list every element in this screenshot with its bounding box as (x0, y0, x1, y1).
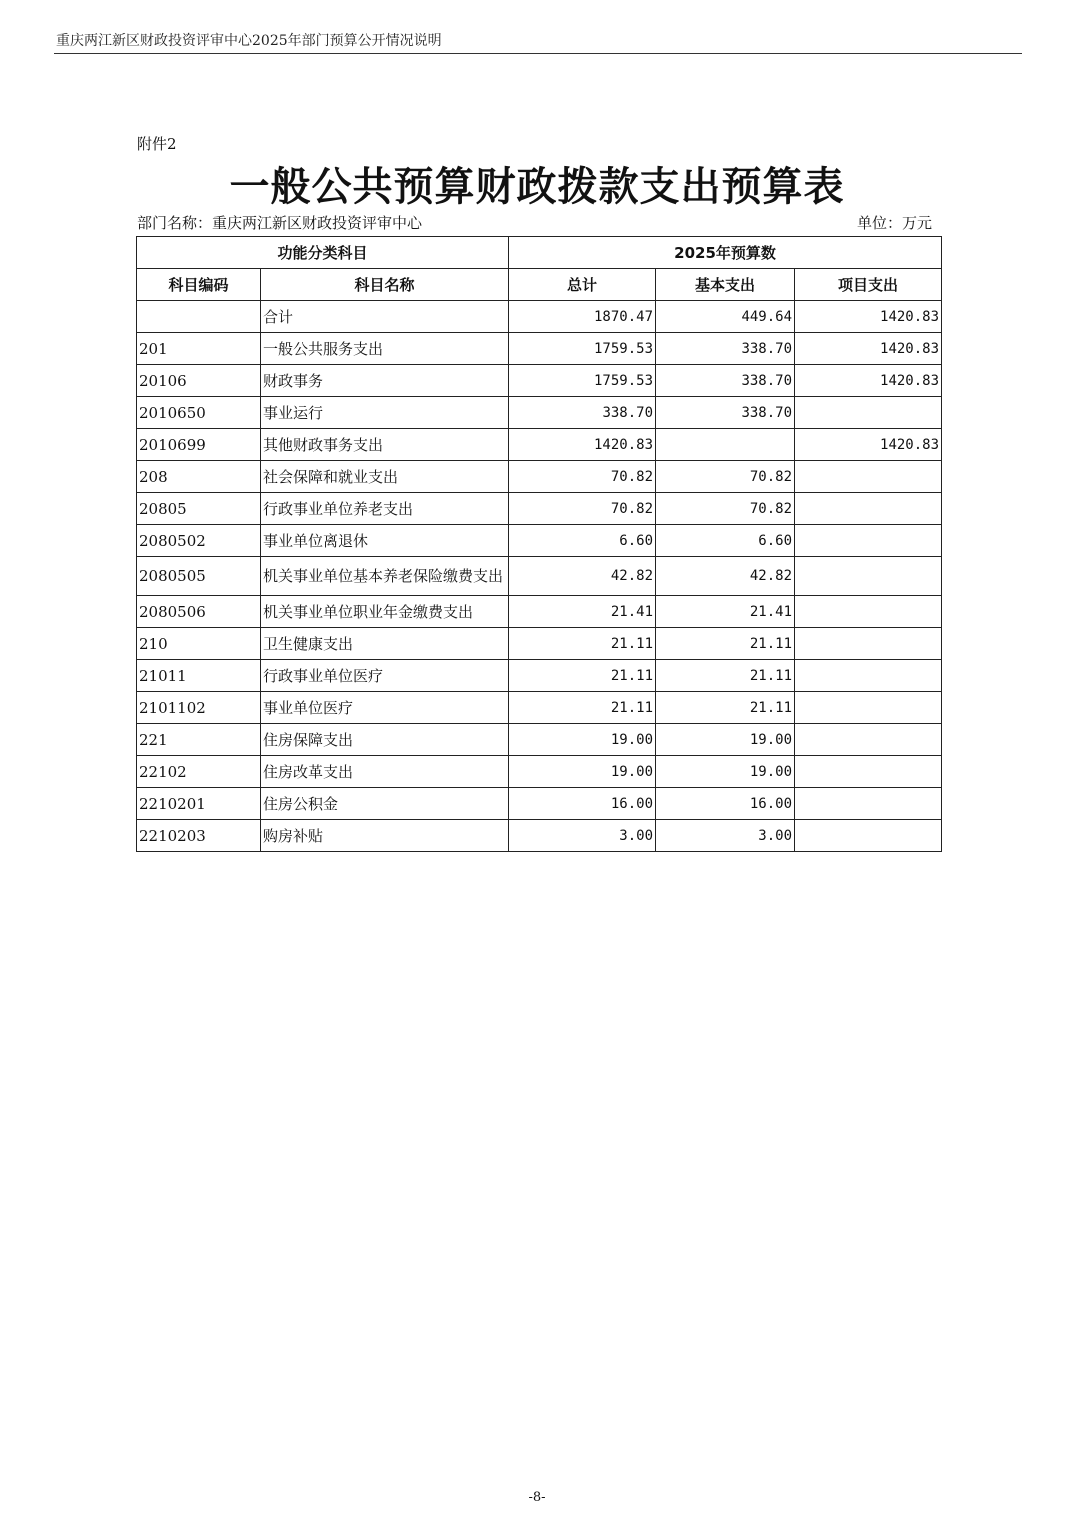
cell-basic: 6.60 (656, 525, 795, 557)
table-row (137, 333, 942, 365)
cell-project (795, 461, 942, 493)
column-header-row (137, 269, 942, 301)
cell-code (137, 301, 261, 333)
cell-basic: 3.00 (656, 820, 795, 852)
cell-project (795, 692, 942, 724)
table-row (137, 820, 942, 852)
cell-code: 2010650 (137, 397, 261, 429)
cell-code: 2080502 (137, 525, 261, 557)
cell-basic: 70.82 (656, 493, 795, 525)
cell-code: 20805 (137, 493, 261, 525)
cell-name: 行政事业单位养老支出 (261, 493, 509, 525)
table-row (137, 756, 942, 788)
cell-total: 21.11 (509, 660, 656, 692)
table-row (137, 301, 942, 333)
cell-project (795, 557, 942, 596)
cell-total: 21.41 (509, 596, 656, 628)
cell-total: 70.82 (509, 493, 656, 525)
table-row (137, 525, 942, 557)
cell-total: 21.11 (509, 628, 656, 660)
cell-code: 2080505 (137, 557, 261, 596)
cell-code: 2210203 (137, 820, 261, 852)
cell-code: 2010699 (137, 429, 261, 461)
table-row (137, 429, 942, 461)
cell-total: 19.00 (509, 724, 656, 756)
cell-project (795, 724, 942, 756)
group-header-function: 功能分类科目 (137, 237, 509, 269)
column-header-code: 科目编码 (137, 269, 261, 301)
cell-name: 机关事业单位基本养老保险缴费支出 (261, 557, 509, 596)
cell-project (795, 596, 942, 628)
cell-code: 208 (137, 461, 261, 493)
page-number: -8- (528, 1490, 546, 1505)
cell-project: 1420.83 (795, 429, 942, 461)
table-row (137, 397, 942, 429)
cell-basic: 21.11 (656, 628, 795, 660)
attachment-label: 附件2 (137, 135, 177, 153)
cell-basic: 338.70 (656, 333, 795, 365)
cell-name: 社会保障和就业支出 (261, 461, 509, 493)
cell-total: 3.00 (509, 820, 656, 852)
cell-name: 合计 (261, 301, 509, 333)
group-header-budget: 2025年预算数 (509, 237, 942, 269)
cell-project: 1420.83 (795, 365, 942, 397)
column-header-basic: 基本支出 (656, 269, 795, 301)
cell-code: 22102 (137, 756, 261, 788)
column-header-name: 科目名称 (261, 269, 509, 301)
cell-total: 1759.53 (509, 365, 656, 397)
table-row (137, 461, 942, 493)
cell-code: 221 (137, 724, 261, 756)
cell-basic: 42.82 (656, 557, 795, 596)
running-header: 重庆两江新区财政投资评审中心2025年部门预算公开情况说明 (56, 33, 442, 49)
cell-basic: 16.00 (656, 788, 795, 820)
cell-project: 1420.83 (795, 333, 942, 365)
cell-code: 20106 (137, 365, 261, 397)
cell-project (795, 525, 942, 557)
column-header-project: 项目支出 (795, 269, 942, 301)
cell-basic: 21.11 (656, 692, 795, 724)
table-row (137, 692, 942, 724)
cell-name: 事业单位医疗 (261, 692, 509, 724)
cell-project (795, 756, 942, 788)
cell-name: 住房公积金 (261, 788, 509, 820)
department-name: 部门名称：重庆两江新区财政投资评审中心 (137, 214, 423, 232)
cell-total: 19.00 (509, 756, 656, 788)
cell-basic: 21.41 (656, 596, 795, 628)
cell-name: 住房改革支出 (261, 756, 509, 788)
cell-total: 16.00 (509, 788, 656, 820)
cell-name: 行政事业单位医疗 (261, 660, 509, 692)
table-row (137, 493, 942, 525)
cell-name: 一般公共服务支出 (261, 333, 509, 365)
cell-code: 2210201 (137, 788, 261, 820)
cell-project (795, 493, 942, 525)
cell-project (795, 660, 942, 692)
cell-name: 购房补贴 (261, 820, 509, 852)
cell-total: 1870.47 (509, 301, 656, 333)
document-title: 一般公共预算财政拨款支出预算表 (229, 164, 845, 210)
cell-project (795, 628, 942, 660)
table-row (137, 557, 942, 596)
cell-project (795, 788, 942, 820)
cell-total: 70.82 (509, 461, 656, 493)
cell-total: 1420.83 (509, 429, 656, 461)
cell-basic: 70.82 (656, 461, 795, 493)
cell-name: 卫生健康支出 (261, 628, 509, 660)
header-divider (54, 53, 1022, 54)
cell-basic: 19.00 (656, 724, 795, 756)
cell-basic: 19.00 (656, 756, 795, 788)
cell-project: 1420.83 (795, 301, 942, 333)
table-row (137, 365, 942, 397)
cell-basic: 449.64 (656, 301, 795, 333)
cell-name: 住房保障支出 (261, 724, 509, 756)
table-row (137, 788, 942, 820)
cell-code: 2080506 (137, 596, 261, 628)
cell-basic: 21.11 (656, 660, 795, 692)
unit-label: 单位：万元 (857, 214, 933, 232)
cell-total: 1759.53 (509, 333, 656, 365)
budget-table (136, 236, 942, 852)
column-header-total: 总计 (509, 269, 656, 301)
cell-code: 201 (137, 333, 261, 365)
table-row (137, 596, 942, 628)
cell-basic (656, 429, 795, 461)
cell-name: 事业运行 (261, 397, 509, 429)
cell-project (795, 397, 942, 429)
cell-code: 210 (137, 628, 261, 660)
cell-total: 42.82 (509, 557, 656, 596)
cell-name: 其他财政事务支出 (261, 429, 509, 461)
table-row (137, 724, 942, 756)
cell-code: 21011 (137, 660, 261, 692)
table-row (137, 628, 942, 660)
cell-total: 21.11 (509, 692, 656, 724)
cell-total: 338.70 (509, 397, 656, 429)
cell-project (795, 820, 942, 852)
cell-basic: 338.70 (656, 365, 795, 397)
table-row (137, 660, 942, 692)
cell-name: 机关事业单位职业年金缴费支出 (261, 596, 509, 628)
group-header-row (137, 237, 942, 269)
cell-name: 财政事务 (261, 365, 509, 397)
cell-basic: 338.70 (656, 397, 795, 429)
cell-name: 事业单位离退休 (261, 525, 509, 557)
cell-total: 6.60 (509, 525, 656, 557)
cell-code: 2101102 (137, 692, 261, 724)
table-body (137, 301, 942, 852)
